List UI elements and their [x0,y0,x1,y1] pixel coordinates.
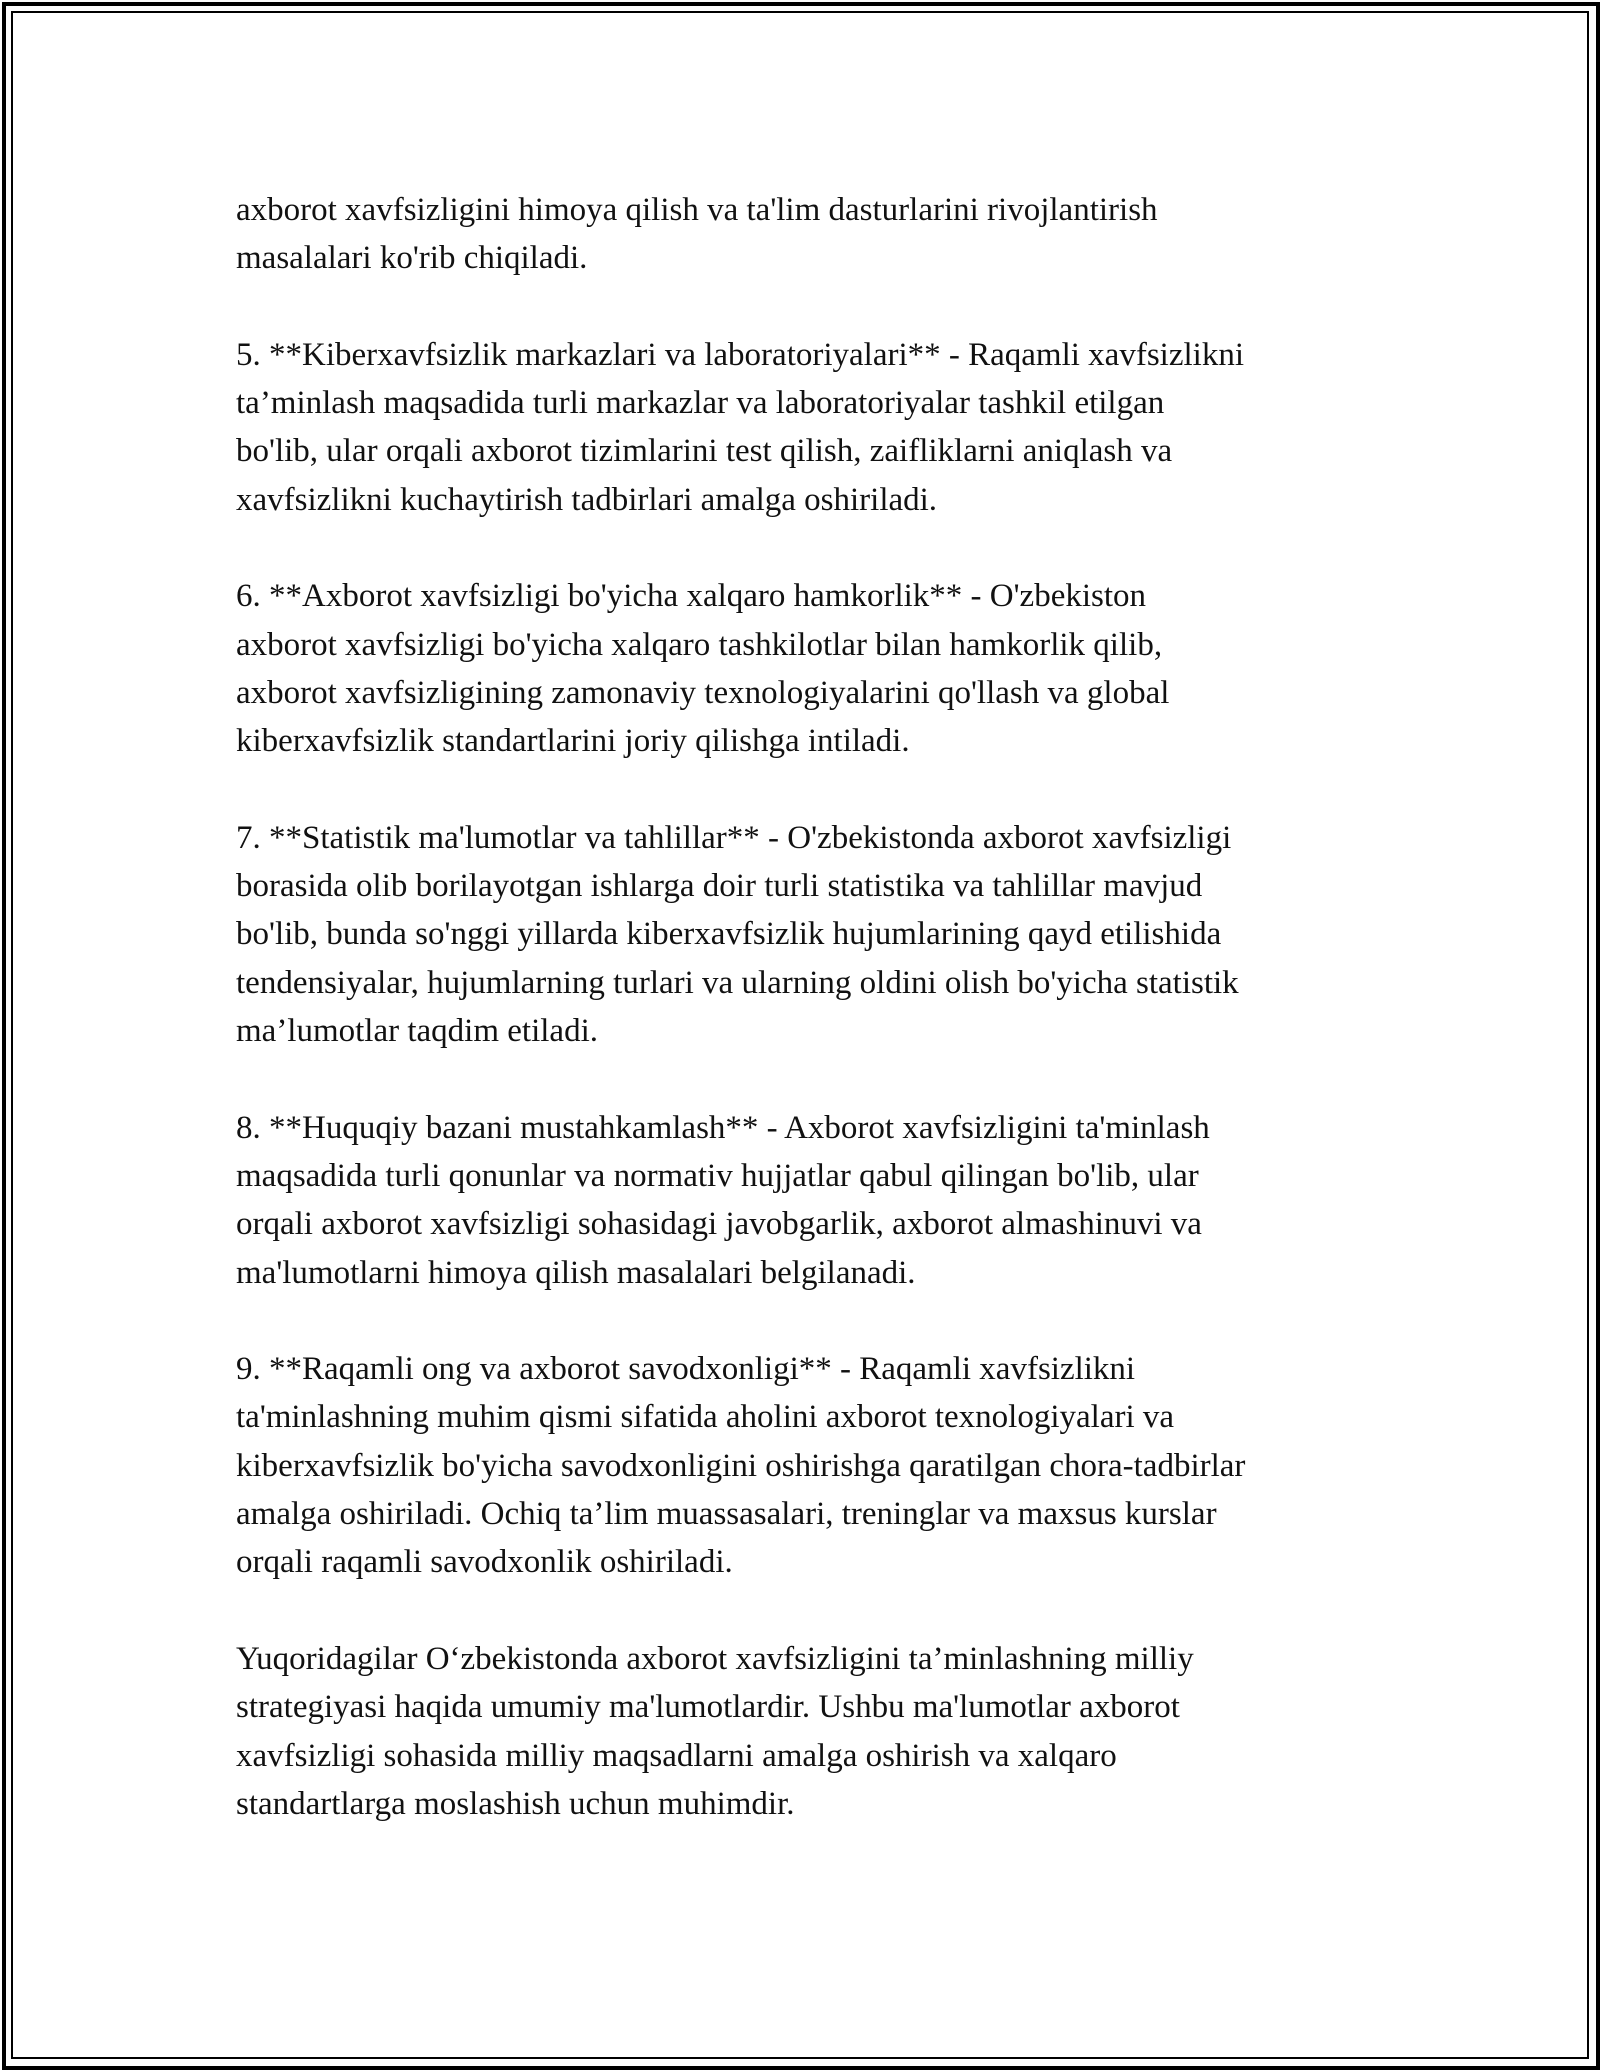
paragraph-item-8 [236,1104,1396,1297]
text-line: axborot xavfsizligi bo'yicha xalqaro tashkilotlar bilan hamkorlik qilib, [236,626,1163,663]
text-line: strategiyasi haqida umumiy ma'lumotlardir. Ushbu ma'lumotlar axborot [236,1689,1180,1726]
text-line: kiberxavfsizlik standartlarini joriy qilishga intiladi. [236,723,910,760]
text-line: standartlarga moslashish uchun muhimdir. [236,1785,795,1822]
text-line: Yuqoridagilar O‘zbekistonda axborot xavfsizligini ta’minlashning milliy [236,1640,1194,1677]
text-line: 7. **Statistik ma'lumotlar va tahlillar** - O'zbekistonda axborot xavfsizligi [236,819,1232,856]
paragraph-item-6 [236,572,1396,765]
text-line: borasida olib borilayotgan ishlarga doir turli statistika va tahlillar mavjud [236,868,1203,905]
text-line: axborot xavfsizligini himoya qilish va ta'lim dasturlarini rivojlantirish [236,192,1158,228]
text-line: ma'lumotlarni himoya qilish masalalari belgilanadi. [236,1254,916,1291]
text-line: axborot xavfsizligining zamonaviy texnologiyalarini qo'llash va global [236,674,1170,711]
text-line: 8. **Huquqiy bazani mustahkamlash** - Axborot xavfsizligini ta'minlash [236,1109,1210,1146]
text-line: masalalari ko'rib chiqiladi. [236,240,588,277]
text-line: xavfsizlikni kuchaytirish tadbirlari amalga oshiriladi. [236,481,938,518]
text-line: bo'lib, ular orqali axborot tizimlarini test qilish, zaifliklarni aniqlash va [236,433,1173,470]
document-body [236,186,1396,1876]
paragraph-item-9 [236,1345,1396,1586]
text-line: 5. **Kiberxavfsizlik markazlari va laboratoriyalari** - Raqamli xavfsizlikni [236,336,1244,373]
text-line: bo'lib, bunda so'nggi yillarda kiberxavfsizlik hujumlarining qayd etilishida [236,916,1222,953]
text-line: orqali axborot xavfsizligi sohasidagi javobgarlik, axborot almashinuvi va [236,1206,1202,1243]
paragraph-conclusion [236,1635,1396,1828]
text-line: ta’minlash maqsadida turli markazlar va laboratoriyalar tashkil etilgan [236,385,1165,422]
text-line: ta'minlashning muhim qismi sifatida aholini axborot texnologiyalari va [236,1399,1175,1436]
text-line: amalga oshiriladi. Ochiq ta’lim muassasalari, treninglar va maxsus kurslar [236,1496,1217,1533]
text-line: kiberxavfsizlik bo'yicha savodxonligini oshirishga qaratilgan chora-tadbirlar [236,1447,1246,1484]
paragraph-intro-continuation [236,186,1396,283]
text-line: 9. **Raqamli ong va axborot savodxonligi** - Raqamli xavfsizlikni [236,1351,1136,1388]
text-line: xavfsizligi sohasida milliy maqsadlarni amalga oshirish va xalqaro [236,1737,1117,1774]
text-line: ma’lumotlar taqdim etiladi. [236,1013,598,1050]
text-line: 6. **Axborot xavfsizligi bo'yicha xalqaro hamkorlik** - O'zbekiston [236,578,1147,615]
text-line: orqali raqamli savodxonlik oshiriladi. [236,1544,733,1581]
paragraph-item-7 [236,814,1396,1055]
text-line: tendensiyalar, hujumlarning turlari va ularning oldini olish bo'yicha statistik [236,964,1239,1001]
text-line: maqsadida turli qonunlar va normativ hujjatlar qabul qilingan bo'lib, ular [236,1157,1199,1194]
paragraph-item-5 [236,331,1396,524]
